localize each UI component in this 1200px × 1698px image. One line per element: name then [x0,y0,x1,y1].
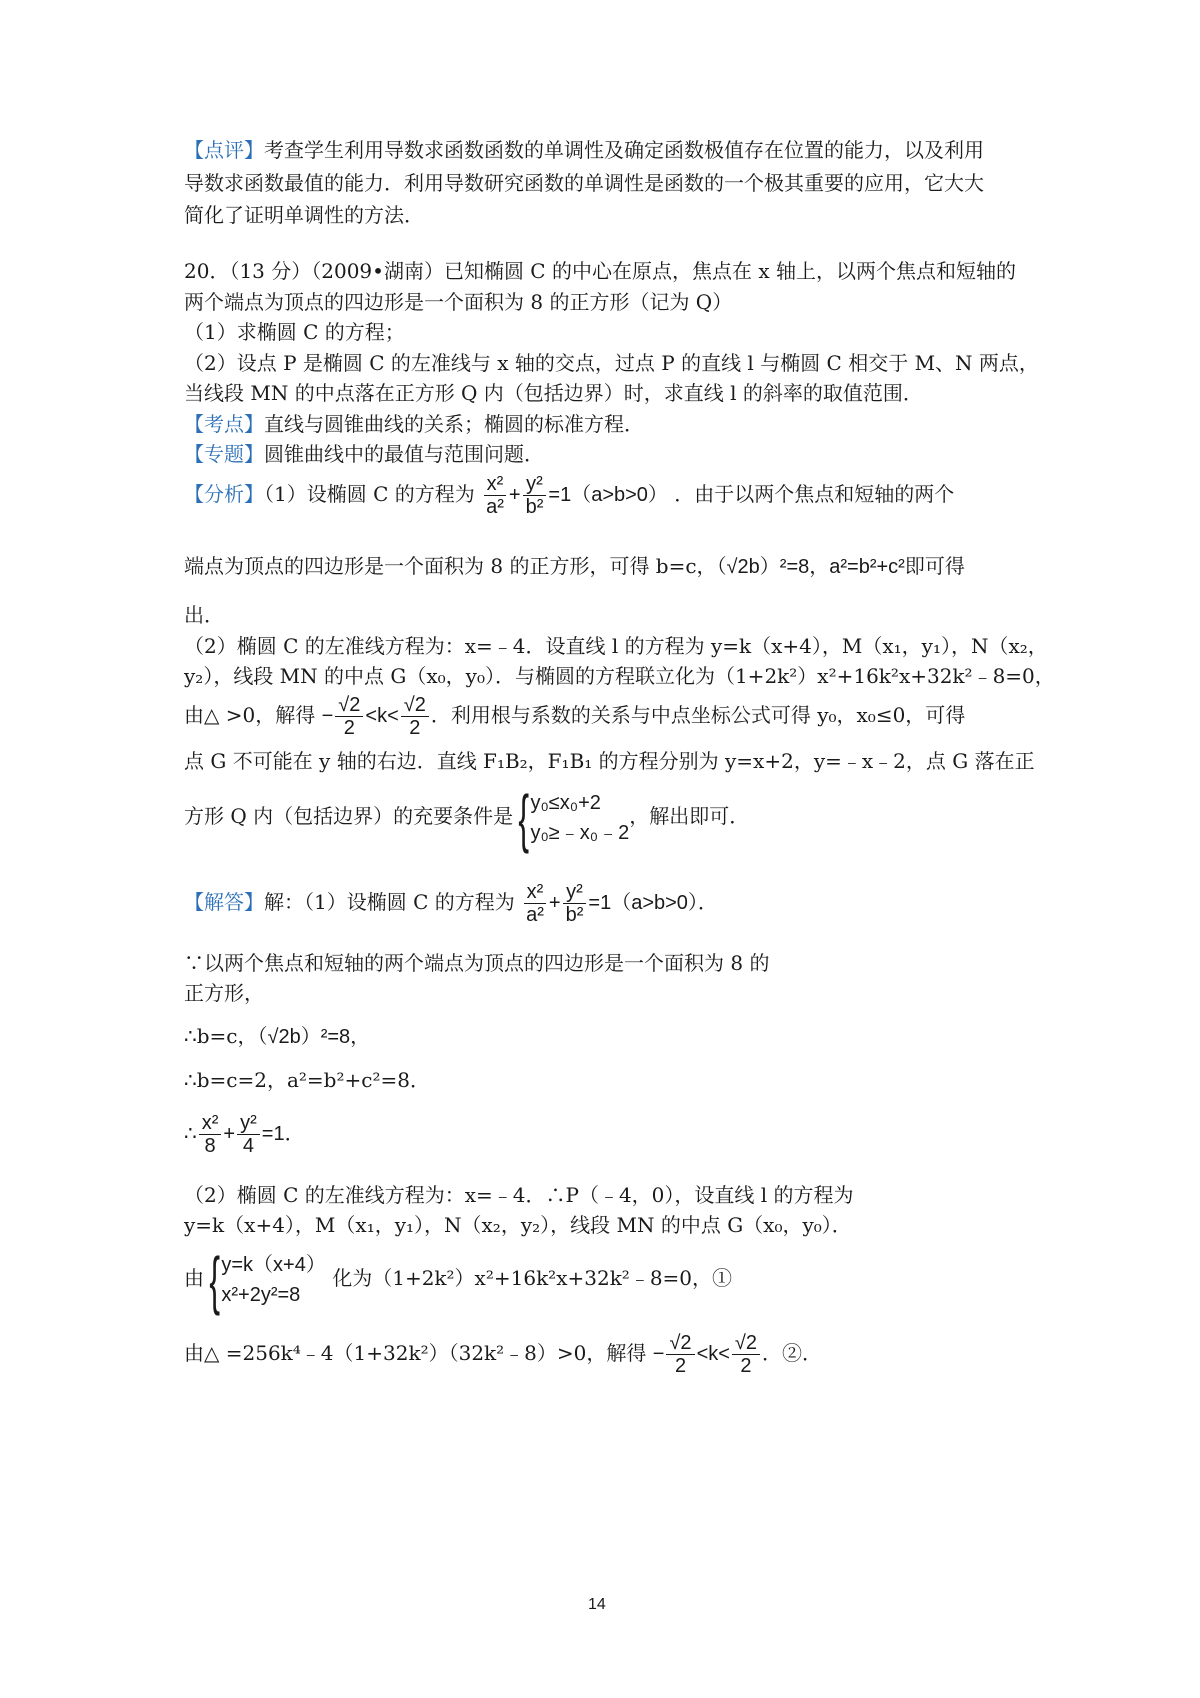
ellipse-equation: $\frac{\text{x²}}{\text{a²}}$ + $\frac{\text{y²}}{\text{b²}}$ =1（a>b>0） [481,484,668,506]
kaodian-line: 【考点】直线与圆锥曲线的关系；椭圆的标准方程． [184,412,644,436]
problem-part-2a: （2）设点 P 是椭圆 C 的左准线与 x 轴的交点，过点 P 的直线 l 与椭圆 C 相交于 M、N 两点， [184,351,1039,375]
fenxi-line-2: 端点为顶点的四边形是一个面积为 8 的正方形，可得 b=c，（√2b）²=8，a²=b²+c²即可得 [184,554,965,578]
zhuanti-line: 【专题】圆锥曲线中的最值与范围问题． [184,442,544,466]
fenxi-line-3: 出． [184,603,224,627]
fenxi-tag: 【分析】 [184,482,264,506]
fenxi-line-5: y₂），线段 MN 的中点 G（x₀，y₀）．与椭圆的方程联立化为（1+2k²）x²+16k²x+32k²﹣8=0， [184,664,1055,688]
jieda-line-6: ∴ $\frac{\text{x²}}{8}$ + $\frac{\text{y²}}{4}$ =1． [184,1112,305,1158]
jieda-line-9: 由 { y=k（x+4） x²+2y²=8 化为（1+2k²）x²+16k²x+32k²﹣8=0，① [184,1243,733,1316]
kaodian-tag: 【考点】 [184,412,264,436]
fenxi-line-1: 【分析】（1）设椭圆 C 的方程为 $\frac{\text{x²}}{\text{a²}}$ + $\frac{\text{y²}}{\text{b²}}$ =1（a>b>0） ．由于以两个焦点和短轴的两个 [184,473,955,519]
jieda-line-2: ∵以两个焦点和短轴的两个端点为顶点的四边形是一个面积为 8 的 [184,951,770,975]
jieda-tag: 【解答】 [184,890,264,914]
zhuanti-tag: 【专题】 [184,442,264,466]
problem-part-1: （1）求椭圆 C 的方程； [184,320,405,344]
pingjia-tag: 【点评】 [184,138,264,162]
problem-part-2b: 当线段 MN 的中点落在正方形 Q 内（包括边界）时，求直线 l 的斜率的取值范围． [184,381,923,405]
problem-line-2: 两个端点为顶点的四边形是一个面积为 8 的正方形（记为 Q） [184,290,733,314]
jieda-line-3: 正方形， [184,981,264,1005]
fenxi-line-6: 由△ >0，解得 − $\frac{√2}{2}$ <k< $\frac{√2}{2}$ ．利用根与系数的关系与中点坐标公式可得 y₀，x₀≤0，可得 [184,694,966,740]
fenxi-line-8: 方形 Q 内（包括边界）的充要条件是 { y₀≤x₀+2 y₀≥﹣x₀﹣2 ，解出即可． [184,781,750,854]
jieda-line-10: 由△ =256k⁴﹣4（1+32k²）（32k²﹣8）>0，解得 − $\frac{√2}{2}$ <k< $\frac{√2}{2}$ ．②． [184,1332,823,1378]
jieda-line-5: ∴b=c=2，a²=b²+c²=8． [184,1068,430,1092]
fenxi-line-4: （2）椭圆 C 的左准线方程为：x=﹣4．设直线 l 的方程为 y=k（x+4），M（x₁，y₁），N（x₂， [184,634,1048,658]
page-number: 14 [588,1596,606,1613]
problem-line-1: 20．（13 分）（2009•湖南）已知椭圆 C 的中心在原点，焦点在 x 轴上，以两个焦点和短轴的 [184,259,1016,283]
jieda-line-1: 【解答】解：（1）设椭圆 C 的方程为 $\frac{\text{x²}}{\text{a²}}$ + $\frac{\text{y²}}{\text{b²}}$ =1（a>b>0）． [184,881,718,927]
pingjia-line-2: 导数求函数最值的能力．利用导数研究函数的单调性是函数的一个极其重要的应用，它大大 [184,171,984,195]
pingjia-line-1: 【点评】考查学生利用导数求函数函数的单调性及确定函数极值存在位置的能力，以及利用 [184,138,984,162]
jieda-line-4: ∴b=c，（√2b）²=8， [184,1024,371,1048]
k-range: − $\frac{√2}{2}$ <k< $\frac{√2}{2}$ [322,705,431,727]
fenxi-line-7: 点 G 不可能在 y 轴的右边．直线 F₁B₂，F₁B₁ 的方程分别为 y=x+2，y=﹣x﹣2，点 G 落在正 [184,749,1035,773]
equation-system: { y=k（x+4） x²+2y²=8 [209,1243,326,1316]
pingjia-line-3: 简化了证明单调性的方法． [184,203,424,227]
jieda-line-7: （2）椭圆 C 的左准线方程为：x=﹣4．∴P（﹣4，0），设直线 l 的方程为 [184,1183,854,1207]
condition-system: { y₀≤x₀+2 y₀≥﹣x₀﹣2 [518,781,630,854]
jieda-line-8: y=k（x+4），M（x₁，y₁），N（x₂，y₂），线段 MN 的中点 G（x₀，y₀）． [184,1213,852,1237]
